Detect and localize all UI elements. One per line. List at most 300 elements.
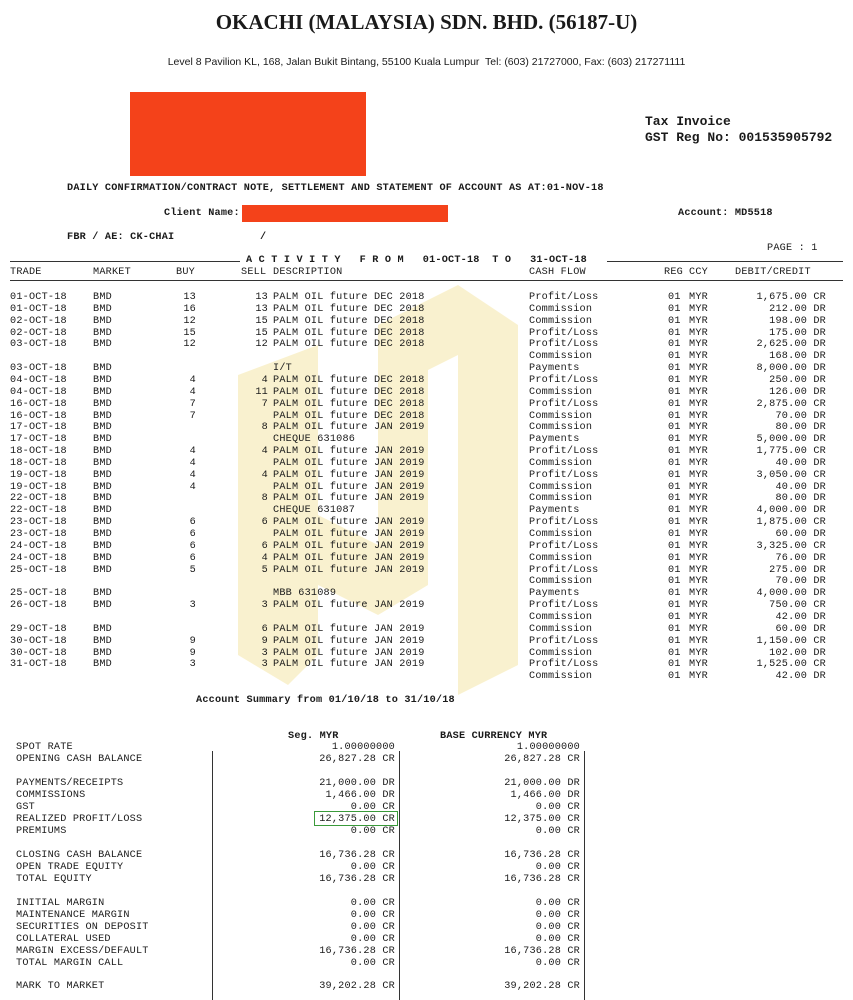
table-row bbox=[0, 648, 853, 660]
summary-base-value: 16,736.28 CR bbox=[504, 946, 580, 957]
market: BMD bbox=[93, 386, 112, 398]
table-row bbox=[0, 541, 853, 553]
summary-title: Account Summary from 01/10/18 to 31/10/18 bbox=[196, 695, 455, 706]
summary-seg-value: 0.00 CR bbox=[350, 910, 395, 921]
debit-credit: 212.00 DR bbox=[769, 303, 826, 315]
summary-base-value: 21,000.00 DR bbox=[504, 778, 580, 789]
sell-qty: 12 bbox=[255, 339, 268, 351]
reg: 01 bbox=[668, 611, 681, 623]
reg: 01 bbox=[668, 517, 681, 529]
debit-credit: 3,325.00 CR bbox=[756, 540, 826, 552]
description: PALM OIL future JAN 2019 bbox=[273, 493, 425, 505]
debit-credit: 1,675.00 CR bbox=[756, 292, 826, 303]
summary-label: COLLATERAL USED bbox=[16, 934, 111, 945]
summary-row bbox=[0, 898, 853, 910]
table-row bbox=[0, 529, 853, 541]
summary-base-value: 0.00 CR bbox=[535, 826, 580, 837]
cash-flow: Profit/Loss bbox=[529, 398, 599, 410]
activity-rule-right bbox=[607, 261, 843, 262]
redacted-client-name bbox=[242, 205, 448, 222]
trade-date: 16-OCT-18 bbox=[10, 398, 67, 410]
cash-flow: Commission bbox=[529, 647, 593, 659]
description: PALM OIL future JAN 2019 bbox=[273, 623, 425, 635]
buy-qty: 7 bbox=[189, 410, 196, 422]
trade-date: 02-OCT-18 bbox=[10, 327, 67, 339]
trade-date: 31-OCT-18 bbox=[10, 659, 67, 671]
table-row bbox=[0, 363, 853, 375]
summary-row bbox=[0, 754, 853, 766]
reg: 01 bbox=[668, 635, 681, 647]
ccy: MYR bbox=[689, 647, 708, 659]
reg: 01 bbox=[668, 505, 681, 517]
ccy: MYR bbox=[689, 600, 708, 612]
description: PALM OIL future JAN 2019 bbox=[273, 564, 425, 576]
reg: 01 bbox=[668, 457, 681, 469]
table-row bbox=[0, 304, 853, 316]
col-market: MARKET bbox=[93, 267, 131, 278]
summary-row bbox=[0, 778, 853, 790]
sell-qty: 4 bbox=[261, 446, 268, 458]
market: BMD bbox=[93, 446, 112, 458]
description: PALM OIL future DEC 2018 bbox=[273, 398, 425, 410]
debit-credit: 60.00 DR bbox=[775, 623, 826, 635]
description: I/T bbox=[273, 363, 292, 375]
buy-qty: 13 bbox=[183, 292, 196, 303]
reg: 01 bbox=[668, 647, 681, 659]
description: PALM OIL future DEC 2018 bbox=[273, 374, 425, 386]
table-row bbox=[0, 399, 853, 411]
debit-credit: 168.00 DR bbox=[769, 351, 826, 363]
cash-flow: Commission bbox=[529, 410, 593, 422]
ccy: MYR bbox=[689, 363, 708, 375]
market: BMD bbox=[93, 457, 112, 469]
reg: 01 bbox=[668, 363, 681, 375]
debit-credit: 175.00 DR bbox=[769, 327, 826, 339]
description: MBB 631089 bbox=[273, 588, 337, 600]
page-number: PAGE : 1 bbox=[767, 243, 818, 254]
ccy: MYR bbox=[689, 576, 708, 588]
summary-seg-value: 39,202.28 CR bbox=[319, 981, 395, 992]
summary-row bbox=[0, 790, 853, 802]
summary-seg-value: 1.00000000 bbox=[331, 742, 395, 753]
cash-flow: Profit/Loss bbox=[529, 517, 599, 529]
table-row bbox=[0, 588, 853, 600]
buy-qty: 4 bbox=[189, 374, 196, 386]
tax-invoice-block bbox=[645, 114, 832, 145]
trade-date: 17-OCT-18 bbox=[10, 434, 67, 446]
trade-date: 25-OCT-18 bbox=[10, 588, 67, 600]
description: CHEQUE 631087 bbox=[273, 505, 356, 517]
market: BMD bbox=[93, 635, 112, 647]
description: CHEQUE 631086 bbox=[273, 434, 356, 446]
realized-profit-highlight bbox=[314, 811, 398, 826]
market: BMD bbox=[93, 517, 112, 529]
buy-qty: 4 bbox=[189, 386, 196, 398]
table-row bbox=[0, 316, 853, 328]
summary-label: CLOSING CASH BALANCE bbox=[16, 850, 143, 861]
sell-qty: 13 bbox=[255, 292, 268, 303]
summary-label: PAYMENTS/RECEIPTS bbox=[16, 778, 124, 789]
summary-base-value: 0.00 CR bbox=[535, 802, 580, 813]
reg: 01 bbox=[668, 671, 681, 683]
ccy: MYR bbox=[689, 505, 708, 517]
market: BMD bbox=[93, 434, 112, 446]
summary-label: TOTAL EQUITY bbox=[16, 874, 92, 885]
summary-label: MARK TO MARKET bbox=[16, 981, 105, 992]
ccy: MYR bbox=[689, 493, 708, 505]
debit-credit: 2,875.00 CR bbox=[756, 398, 826, 410]
sell-qty: 6 bbox=[261, 517, 268, 529]
ccy: MYR bbox=[689, 351, 708, 363]
debit-credit: 1,525.00 CR bbox=[756, 659, 826, 671]
reg: 01 bbox=[668, 576, 681, 588]
trade-date: 23-OCT-18 bbox=[10, 529, 67, 540]
trade-date: 04-OCT-18 bbox=[10, 386, 67, 398]
summary-base-value: 12,375.00 CR bbox=[504, 814, 580, 825]
description: PALM OIL future JAN 2019 bbox=[273, 422, 425, 434]
trade-date: 24-OCT-18 bbox=[10, 540, 67, 552]
account-number: Account: MD5518 bbox=[678, 208, 773, 219]
reg: 01 bbox=[668, 446, 681, 458]
sell-qty: 4 bbox=[261, 374, 268, 386]
table-row bbox=[0, 339, 853, 351]
summary-seg-value: 0.00 CR bbox=[350, 898, 395, 909]
table-row bbox=[0, 612, 853, 624]
sell-qty: 8 bbox=[261, 422, 268, 434]
debit-credit: 250.00 DR bbox=[769, 374, 826, 386]
summary-row bbox=[0, 934, 853, 946]
gst-reg-number: GST Reg No: 001535905792 bbox=[645, 129, 833, 145]
reg: 01 bbox=[668, 339, 681, 351]
summary-seg-value: 16,736.28 CR bbox=[319, 946, 395, 957]
table-row bbox=[0, 482, 853, 494]
cash-flow: Commission bbox=[529, 422, 593, 434]
ccy: MYR bbox=[689, 564, 708, 576]
summary-label: MARGIN EXCESS/DEFAULT bbox=[16, 946, 149, 957]
summary-seg-value: 0.00 CR bbox=[350, 802, 395, 813]
market: BMD bbox=[93, 469, 112, 481]
trade-date: 03-OCT-18 bbox=[10, 363, 67, 375]
ccy: MYR bbox=[689, 469, 708, 481]
cash-flow: Commission bbox=[529, 303, 593, 315]
summary-row bbox=[0, 802, 853, 814]
ccy: MYR bbox=[689, 529, 708, 540]
reg: 01 bbox=[668, 434, 681, 446]
cash-flow: Payments bbox=[529, 505, 580, 517]
reg: 01 bbox=[668, 481, 681, 493]
description: PALM OIL future JAN 2019 bbox=[273, 446, 425, 458]
ccy: MYR bbox=[689, 517, 708, 529]
buy-qty: 9 bbox=[189, 647, 196, 659]
market: BMD bbox=[93, 422, 112, 434]
trade-date: 23-OCT-18 bbox=[10, 517, 67, 529]
table-row bbox=[0, 422, 853, 434]
cash-flow: Payments bbox=[529, 434, 580, 446]
summary-label: MAINTENANCE MARGIN bbox=[16, 910, 130, 921]
table-row bbox=[0, 517, 853, 529]
ccy: MYR bbox=[689, 398, 708, 410]
summary-row bbox=[0, 981, 853, 993]
summary-label: TOTAL MARGIN CALL bbox=[16, 958, 124, 969]
cash-flow: Commission bbox=[529, 481, 593, 493]
market: BMD bbox=[93, 339, 112, 351]
trade-date: 24-OCT-18 bbox=[10, 552, 67, 564]
cash-flow: Commission bbox=[529, 671, 593, 683]
col-trade: TRADE bbox=[10, 267, 42, 278]
reg: 01 bbox=[668, 292, 681, 303]
summary-row bbox=[0, 862, 853, 874]
buy-qty: 6 bbox=[189, 529, 196, 540]
summary-base-value: 1.00000000 bbox=[516, 742, 580, 753]
debit-credit: 80.00 DR bbox=[775, 422, 826, 434]
cash-flow: Commission bbox=[529, 576, 593, 588]
summary-base-value: 0.00 CR bbox=[535, 862, 580, 873]
trade-date: 19-OCT-18 bbox=[10, 481, 67, 493]
description: PALM OIL future DEC 2018 bbox=[273, 410, 425, 422]
statement-title: DAILY CONFIRMATION/CONTRACT NOTE, SETTLEMENT AND STATEMENT OF ACCOUNT AS AT:01-NOV-18 bbox=[67, 183, 604, 194]
trade-date: 04-OCT-18 bbox=[10, 374, 67, 386]
reg: 01 bbox=[668, 529, 681, 540]
table-row bbox=[0, 565, 853, 577]
trade-date: 22-OCT-18 bbox=[10, 505, 67, 517]
cash-flow: Profit/Loss bbox=[529, 469, 599, 481]
col-ccy: CCY bbox=[689, 267, 708, 278]
cash-flow: Profit/Loss bbox=[529, 600, 599, 612]
description: PALM OIL future DEC 2018 bbox=[273, 303, 425, 315]
company-name: OKACHI (MALAYSIA) SDN. BHD. (56187-U) bbox=[215, 10, 638, 34]
reg: 01 bbox=[668, 469, 681, 481]
cash-flow: Profit/Loss bbox=[529, 635, 599, 647]
buy-qty: 6 bbox=[189, 517, 196, 529]
sell-qty: 6 bbox=[261, 623, 268, 635]
summary-base-header: BASE CURRENCY MYR bbox=[440, 731, 548, 742]
description: PALM OIL future DEC 2018 bbox=[273, 292, 425, 303]
table-row bbox=[0, 493, 853, 505]
summary-base-value: 0.00 CR bbox=[535, 910, 580, 921]
debit-credit: 750.00 CR bbox=[769, 600, 826, 612]
trade-date: 02-OCT-18 bbox=[10, 315, 67, 327]
market: BMD bbox=[93, 292, 112, 303]
buy-qty: 4 bbox=[189, 446, 196, 458]
trade-date: 01-OCT-18 bbox=[10, 292, 67, 303]
description: PALM OIL future JAN 2019 bbox=[273, 647, 425, 659]
company-address: Level 8 Pavilion KL, 168, Jalan Bukit Bintang, 55100 Kuala Lumpur Tel: (603) 21727000, Fax: (603) 217271111 bbox=[167, 56, 686, 68]
cash-flow: Commission bbox=[529, 552, 593, 564]
summary-base-value: 0.00 CR bbox=[535, 922, 580, 933]
sell-qty: 5 bbox=[261, 564, 268, 576]
summary-label: GST bbox=[16, 802, 35, 813]
debit-credit: 4,000.00 DR bbox=[756, 588, 826, 600]
cash-flow: Profit/Loss bbox=[529, 374, 599, 386]
trade-date: 19-OCT-18 bbox=[10, 469, 67, 481]
cash-flow: Commission bbox=[529, 529, 593, 540]
market: BMD bbox=[93, 410, 112, 422]
buy-qty: 9 bbox=[189, 635, 196, 647]
reg: 01 bbox=[668, 623, 681, 635]
ccy: MYR bbox=[689, 671, 708, 683]
table-row bbox=[0, 434, 853, 446]
reg: 01 bbox=[668, 398, 681, 410]
summary-base-value: 1,466.00 DR bbox=[510, 790, 580, 801]
summary-base-value: 39,202.28 CR bbox=[504, 981, 580, 992]
ccy: MYR bbox=[689, 315, 708, 327]
cash-flow: Payments bbox=[529, 588, 580, 600]
description: PALM OIL future JAN 2019 bbox=[273, 552, 425, 564]
ccy: MYR bbox=[689, 611, 708, 623]
description: PALM OIL future DEC 2018 bbox=[273, 339, 425, 351]
debit-credit: 1,775.00 CR bbox=[756, 446, 826, 458]
cash-flow: Profit/Loss bbox=[529, 327, 599, 339]
ccy: MYR bbox=[689, 540, 708, 552]
trade-date: 30-OCT-18 bbox=[10, 635, 67, 647]
cash-flow: Profit/Loss bbox=[529, 292, 599, 303]
fbr-ae: FBR / AE: CK-CHAI bbox=[67, 232, 175, 243]
market: BMD bbox=[93, 505, 112, 517]
reg: 01 bbox=[668, 552, 681, 564]
ccy: MYR bbox=[689, 303, 708, 315]
cash-flow: Profit/Loss bbox=[529, 564, 599, 576]
sell-qty: 3 bbox=[261, 659, 268, 671]
reg: 01 bbox=[668, 351, 681, 363]
summary-base-value: 26,827.28 CR bbox=[504, 754, 580, 765]
trade-date: 18-OCT-18 bbox=[10, 446, 67, 458]
summary-row bbox=[0, 910, 853, 922]
summary-label: COMMISSIONS bbox=[16, 790, 86, 801]
ccy: MYR bbox=[689, 339, 708, 351]
summary-seg-value: 0.00 CR bbox=[350, 934, 395, 945]
debit-credit: 5,000.00 DR bbox=[756, 434, 826, 446]
summary-seg-value: 16,736.28 CR bbox=[319, 850, 395, 861]
debit-credit: 60.00 DR bbox=[775, 529, 826, 540]
market: BMD bbox=[93, 303, 112, 315]
summary-label: SPOT RATE bbox=[16, 742, 73, 753]
cash-flow: Commission bbox=[529, 351, 593, 363]
market: BMD bbox=[93, 647, 112, 659]
reg: 01 bbox=[668, 493, 681, 505]
cash-flow: Commission bbox=[529, 457, 593, 469]
summary-row bbox=[0, 946, 853, 958]
reg: 01 bbox=[668, 659, 681, 671]
buy-qty: 7 bbox=[189, 398, 196, 410]
activity-rule-left bbox=[10, 261, 240, 262]
column-headers bbox=[0, 267, 853, 279]
cash-flow: Commission bbox=[529, 623, 593, 635]
sell-qty: 15 bbox=[255, 315, 268, 327]
table-row bbox=[0, 292, 853, 304]
summary-seg-value: 16,736.28 CR bbox=[319, 874, 395, 885]
sell-qty: 9 bbox=[261, 635, 268, 647]
table-row bbox=[0, 458, 853, 470]
trade-date: 18-OCT-18 bbox=[10, 457, 67, 469]
market: BMD bbox=[93, 529, 112, 540]
buy-qty: 6 bbox=[189, 552, 196, 564]
table-row bbox=[0, 671, 853, 683]
summary-base-value: 16,736.28 CR bbox=[504, 874, 580, 885]
reg: 01 bbox=[668, 315, 681, 327]
table-row bbox=[0, 446, 853, 458]
reg: 01 bbox=[668, 564, 681, 576]
ccy: MYR bbox=[689, 552, 708, 564]
debit-credit: 8,000.00 DR bbox=[756, 363, 826, 375]
description: PALM OIL future DEC 2018 bbox=[273, 386, 425, 398]
summary-label: INITIAL MARGIN bbox=[16, 898, 105, 909]
ccy: MYR bbox=[689, 410, 708, 422]
market: BMD bbox=[93, 493, 112, 505]
summary-label: OPENING CASH BALANCE bbox=[16, 754, 143, 765]
market: BMD bbox=[93, 374, 112, 386]
buy-qty: 16 bbox=[183, 303, 196, 315]
debit-credit: 3,050.00 CR bbox=[756, 469, 826, 481]
description: PALM OIL future JAN 2019 bbox=[273, 469, 425, 481]
summary-row bbox=[0, 874, 853, 886]
trade-date: 16-OCT-18 bbox=[10, 410, 67, 422]
summary-seg-value: 0.00 CR bbox=[350, 826, 395, 837]
debit-credit: 70.00 DR bbox=[775, 410, 826, 422]
col-buy: BUY bbox=[176, 267, 195, 278]
buy-qty: 3 bbox=[189, 659, 196, 671]
market: BMD bbox=[93, 659, 112, 671]
table-row bbox=[0, 351, 853, 363]
sell-qty: 11 bbox=[255, 386, 268, 398]
market: BMD bbox=[93, 564, 112, 576]
summary-row bbox=[0, 742, 853, 754]
buy-qty: 4 bbox=[189, 469, 196, 481]
summary-label: SECURITIES ON DEPOSIT bbox=[16, 922, 149, 933]
cash-flow: Payments bbox=[529, 363, 580, 375]
trade-date: 22-OCT-18 bbox=[10, 493, 67, 505]
market: BMD bbox=[93, 363, 112, 375]
summary-base-value: 0.00 CR bbox=[535, 934, 580, 945]
debit-credit: 1,875.00 CR bbox=[756, 517, 826, 529]
summary-row bbox=[0, 922, 853, 934]
description: PALM OIL future JAN 2019 bbox=[273, 659, 425, 671]
summary-base-value: 16,736.28 CR bbox=[504, 850, 580, 861]
table-row bbox=[0, 387, 853, 399]
table-row bbox=[0, 470, 853, 482]
description: PALM OIL future DEC 2018 bbox=[273, 327, 425, 339]
buy-qty: 15 bbox=[183, 327, 196, 339]
reg: 01 bbox=[668, 588, 681, 600]
summary-seg-header: Seg. MYR bbox=[288, 731, 339, 742]
ccy: MYR bbox=[689, 386, 708, 398]
ccy: MYR bbox=[689, 374, 708, 386]
buy-qty: 12 bbox=[183, 315, 196, 327]
summary-seg-value: 12,375.00 CR bbox=[319, 814, 395, 825]
table-row bbox=[0, 375, 853, 387]
ccy: MYR bbox=[689, 422, 708, 434]
sell-qty: 13 bbox=[255, 303, 268, 315]
trade-date: 01-OCT-18 bbox=[10, 303, 67, 315]
client-name-label: Client Name: bbox=[164, 208, 240, 219]
buy-qty: 12 bbox=[183, 339, 196, 351]
redacted-block bbox=[130, 92, 366, 176]
table-row bbox=[0, 659, 853, 671]
debit-credit: 42.00 DR bbox=[775, 671, 826, 683]
cash-flow: Commission bbox=[529, 611, 593, 623]
col-sell: SELL bbox=[241, 267, 267, 278]
trade-date: 30-OCT-18 bbox=[10, 647, 67, 659]
ccy: MYR bbox=[689, 588, 708, 600]
description: PALM OIL future JAN 2019 bbox=[273, 540, 425, 552]
description: PALM OIL future JAN 2019 bbox=[273, 600, 425, 612]
description: PALM OIL future JAN 2019 bbox=[273, 457, 425, 469]
table-row bbox=[0, 576, 853, 588]
summary-seg-value: 21,000.00 DR bbox=[319, 778, 395, 789]
debit-credit: 1,150.00 CR bbox=[756, 635, 826, 647]
tax-invoice-label: Tax Invoice bbox=[645, 114, 731, 129]
col-description: DESCRIPTION bbox=[273, 267, 343, 278]
sell-qty: 4 bbox=[261, 469, 268, 481]
